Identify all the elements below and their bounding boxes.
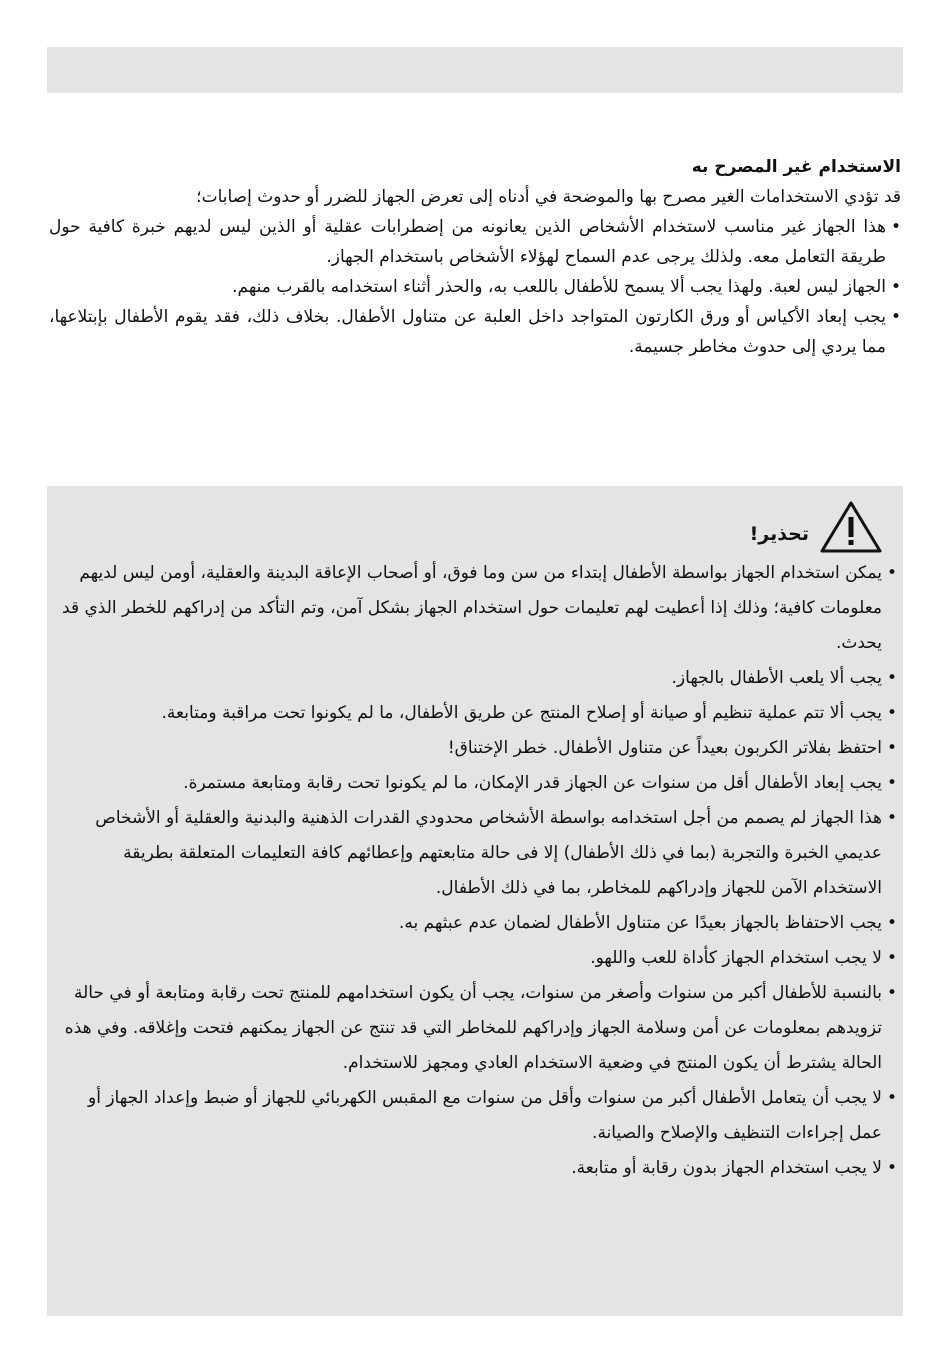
warning-header (47, 498, 903, 556)
list-item: • بالنسبة للأطفال أكبر من سنوات وأصغر من سنوات، يجب أن يكون استخدامهم للمنتج تحت رقابة ومتابعة أو في حالة تزويدهم بمعلومات عن أمن وسلامة الجهاز وإدراكهم للمخاطر التي قد تنتج عن الجهاز يمكنهم فتحت وإغلاقه. وفي هذه الحالة يشترط أن يكون المنتج في وضعية الاستخدام العادي ومجهز للاستخدام. (57, 976, 899, 1081)
warning-triangle-icon (819, 500, 883, 554)
list-item: • يمكن استخدام الجهاز بواسطة الأطفال إبتداء من سن وما فوق، أو أصحاب الإعاقة البدينة والعقلية، أومن ليس لديهم معلومات كافية؛ وذلك إذا أعطيت لهم تعليمات حول استخدام الجهاز بشكل آمن، وتم التأكد من إدراكهم للخطر الذي قد يحدث. (57, 556, 899, 661)
list-item: • لا يجب استخدام الجهاز بدون رقابة أو متابعة. (57, 1151, 899, 1186)
warning-box (47, 486, 903, 1316)
misuse-list (47, 212, 903, 362)
header-bar (47, 47, 903, 93)
misuse-intro: قد تؤدي الاستخدامات الغير مصرح بها والموضحة في أدناه إلى تعرض الجهاز للضرر أو حدوث إصابات؛ (196, 187, 901, 207)
list-item: • يجب إبعاد الأطفال أقل من سنوات عن الجهاز قدر الإمكان، ما لم يكونوا تحت رقابة ومتابعة مستمرة. (57, 766, 899, 801)
list-item: • هذا الجهاز لم يصمم من أجل استخدامه بواسطة الأشخاص محدودي القدرات الذهنية والبدنية والعقلية أو الأشخاص عديمي الخبرة والتجربة (بما في ذلك الأطفال) إلا فى حالة متابعتهم وإعطائهم كافة التعليمات المتعلقة بطريقة الاستخدام الآمن للجهاز وإدراكهم للمخاطر، بما في ذلك الأطفال. (57, 801, 899, 906)
list-item: • لا يجب استخدام الجهاز كأداة للعب واللهو. (57, 941, 899, 976)
list-item: • لا يجب أن يتعامل الأطفال أكبر من سنوات وأقل من سنوات مع المقبس الكهربائي للجهاز أو ضبط وإعداد الجهاز أو عمل إجراءات التنظيف والإصلاح والصيانة. (57, 1081, 899, 1151)
warning-list (47, 556, 903, 1186)
list-item: • يجب ألا تتم عملية تنظيم أو صيانة أو إصلاح المنتج عن طريق الأطفال، ما لم يكونوا تحت مراقبة ومتابعة. (57, 696, 899, 731)
misuse-heading: الاستخدام غير المصرح به (691, 157, 901, 177)
warning-title: تحذير! (749, 523, 809, 545)
list-item: • يجب الاحتفاظ بالجهاز بعيدًا عن متناول الأطفال لضمان عدم عبثهم به. (57, 906, 899, 941)
list-item: • يجب ألا يلعب الأطفال بالجهاز. (57, 661, 899, 696)
list-item: • الجهاز ليس لعبة. ولهذا يجب ألا يسمح للأطفال باللعب به، والحذر أثناء استخدامه بالقرب منهم. (47, 272, 903, 302)
list-item: • يجب إبعاد الأكياس أو ورق الكارتون المتواجد داخل العلبة عن متناول الأطفال. بخلاف ذلك، فقد يقوم الأطفال بإبتلاعها، مما يردي إلى حدوث مخاطر جسيمة. (47, 302, 903, 362)
misuse-section (47, 152, 903, 362)
list-item: • احتفظ بفلاتر الكربون بعيداً عن متناول الأطفال. خطر الإختناق! (57, 731, 899, 766)
list-item: • هذا الجهاز غير مناسب لاستخدام الأشخاص الذين يعانونه من إضطرابات عقلية أو الذين ليس لديهم خبرة كافية حول طريقة التعامل معه. ولذلك يرجى عدم السماح لهؤلاء الأشخاص باستخدام الجهاز. (47, 212, 903, 272)
